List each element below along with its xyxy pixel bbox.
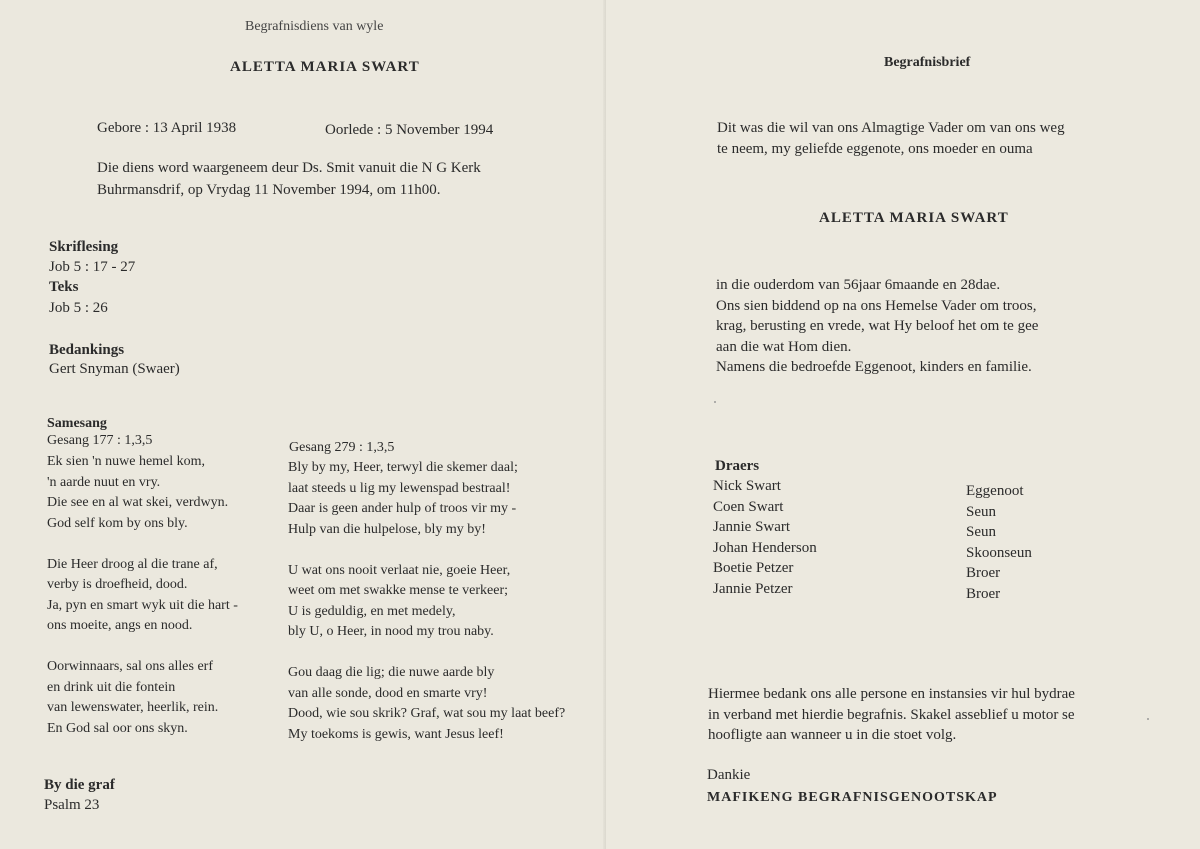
skriflesing-heading: Skriflesing xyxy=(49,239,119,255)
draers-names xyxy=(713,476,817,599)
draers-heading: Draers xyxy=(715,458,760,474)
service-line-1: Die diens word waargeneem deur Ds. Smit vanuit die N G Kerk xyxy=(97,160,481,176)
thanks-line: in verband met hierdie begrafnis. Skakel asseblief u motor se xyxy=(708,706,1075,723)
bedankings-heading: Bedankings xyxy=(49,342,125,358)
draer-name: Jannie Petzer xyxy=(713,580,793,597)
draer-name: Boetie Petzer xyxy=(713,560,794,576)
hymn2-title: Gesang 279 : 1,3,5 xyxy=(289,440,395,455)
body-line: Ons sien biddend op na ons Hemelse Vader om troos, xyxy=(716,297,1037,314)
draer-relation: Broer xyxy=(966,565,1001,581)
hymn2-line xyxy=(288,540,565,561)
bedankings-text: Gert Snyman (Swaer) xyxy=(49,361,180,377)
hymn2-line: laat steeds u lig my lewenspad bestraal! xyxy=(288,480,511,496)
graf-text: Psalm 23 xyxy=(44,797,100,813)
thanks-line: hoofligte aan wanneer u in die stoet volg. xyxy=(708,727,957,743)
thanks-text xyxy=(708,684,1075,746)
hymn2-line: van alle sonde, dood en smarte vry! xyxy=(288,685,488,701)
hymn1-line: en drink uit die fontein xyxy=(47,679,176,695)
draer-relation: Skoonseun xyxy=(966,544,1032,561)
society-name: MAFIKENG BEGRAFNISGENOOTSKAP xyxy=(707,790,998,805)
hymn1-line: En God sal oor ons skyn. xyxy=(47,720,188,736)
paper-speck xyxy=(714,401,716,403)
teks-text: Job 5 : 26 xyxy=(49,300,108,316)
draer-name: Nick Swart xyxy=(713,478,781,494)
graf-heading: By die graf xyxy=(44,777,115,793)
body-line: aan die wat Hom dien. xyxy=(716,338,852,355)
hymn1-line: 'n aarde nuut en vry. xyxy=(47,474,161,490)
draer-name: Jannie Swart xyxy=(713,519,791,535)
hymn2-line xyxy=(288,643,565,664)
hymn1-line: Ek sien 'n nuwe hemel kom, xyxy=(47,454,206,469)
paper-speck xyxy=(1147,718,1149,720)
hymn2-line: Dood, wie sou skrik? Graf, wat sou my laat beef? xyxy=(288,706,566,721)
draer-relation: Broer xyxy=(966,585,1001,602)
draer-relation: Seun xyxy=(966,524,996,540)
teks-heading: Teks xyxy=(49,279,79,295)
hymn1-line: Ja, pyn en smart wyk uit die hart - xyxy=(47,597,238,613)
hymn2-line: weet om met swakke mense te verkeer; xyxy=(288,583,509,598)
right-page xyxy=(606,0,1200,849)
hymn2-line: bly U, o Heer, in nood my trou naby. xyxy=(288,624,494,639)
hymn1-text xyxy=(47,452,238,739)
deceased-name-right: ALETTA MARIA SWART xyxy=(819,210,1009,226)
hymn1-line xyxy=(47,637,238,658)
hymn2-text xyxy=(288,458,565,745)
deceased-name: ALETTA MARIA SWART xyxy=(230,59,420,75)
draer-name: Johan Henderson xyxy=(713,539,817,556)
hymn2-line: U wat ons nooit verlaat nie, goeie Heer, xyxy=(288,562,511,578)
hymn1-line xyxy=(47,534,238,555)
dankie-text: Dankie xyxy=(707,767,751,783)
death-date: Oorlede : 5 November 1994 xyxy=(325,122,494,138)
hymn2-line: My toekoms is gewis, want Jesus leef! xyxy=(288,726,504,742)
hymn2-line: U is geduldig, en met medely, xyxy=(288,603,456,619)
letter-body xyxy=(716,275,1038,378)
pre-heading: Begrafnisdiens van wyle xyxy=(245,19,384,34)
body-line: krag, berusting en vrede, wat Hy beloof het om te gee xyxy=(716,318,1039,334)
hymn2-line: Hulp van die hulpelose, bly my by! xyxy=(288,521,486,537)
hymn1-line: God self kom by ons bly. xyxy=(47,515,188,531)
thanks-line: Hiermee bedank ons alle persone en instansies vir hul bydrae xyxy=(708,686,1075,702)
draer-relation: Seun xyxy=(966,503,996,520)
skriflesing-text: Job 5 : 17 - 27 xyxy=(49,259,136,275)
intro-line-1: Dit was die wil van ons Almagtige Vader om van ons weg xyxy=(717,120,1065,136)
intro-line-2: te neem, my geliefde eggenote, ons moeder en ouma xyxy=(717,141,1033,157)
hymn1-line: ons moeite, angs en nood. xyxy=(47,618,193,633)
body-line: Namens die bedroefde Eggenoot, kinders en familie. xyxy=(716,359,1032,375)
born-date: Gebore : 13 April 1938 xyxy=(97,120,237,136)
letter-heading: Begrafnisbrief xyxy=(884,55,971,70)
hymn2-line: Bly by my, Heer, terwyl die skemer daal; xyxy=(288,460,518,475)
samesang-heading: Samesang xyxy=(47,416,107,431)
hymn1-line: verby is droefheid, dood. xyxy=(47,577,188,592)
draer-name: Coen Swart xyxy=(713,498,784,515)
hymn2-line: Gou daag die lig; die nuwe aarde bly xyxy=(288,665,495,680)
draer-relation: Eggenoot xyxy=(966,483,1024,499)
hymn1-line: van lewenswater, heerlik, rein. xyxy=(47,700,219,715)
service-line-2: Buhrmansdrif, op Vrydag 11 November 1994, om 11h00. xyxy=(97,182,441,198)
hymn2-line: Daar is geen ander hulp of troos vir my - xyxy=(288,501,517,516)
body-line: in die ouderdom van 56jaar 6maande en 28dae. xyxy=(716,277,1001,293)
hymn1-line: Die Heer droog al die trane af, xyxy=(47,556,218,572)
hymn1-line: Die see en al wat skei, verdwyn. xyxy=(47,495,229,510)
draers-relations xyxy=(966,481,1032,604)
hymn1-title: Gesang 177 : 1,3,5 xyxy=(47,433,153,448)
hymn1-line: Oorwinnaars, sal ons alles erf xyxy=(47,659,214,674)
